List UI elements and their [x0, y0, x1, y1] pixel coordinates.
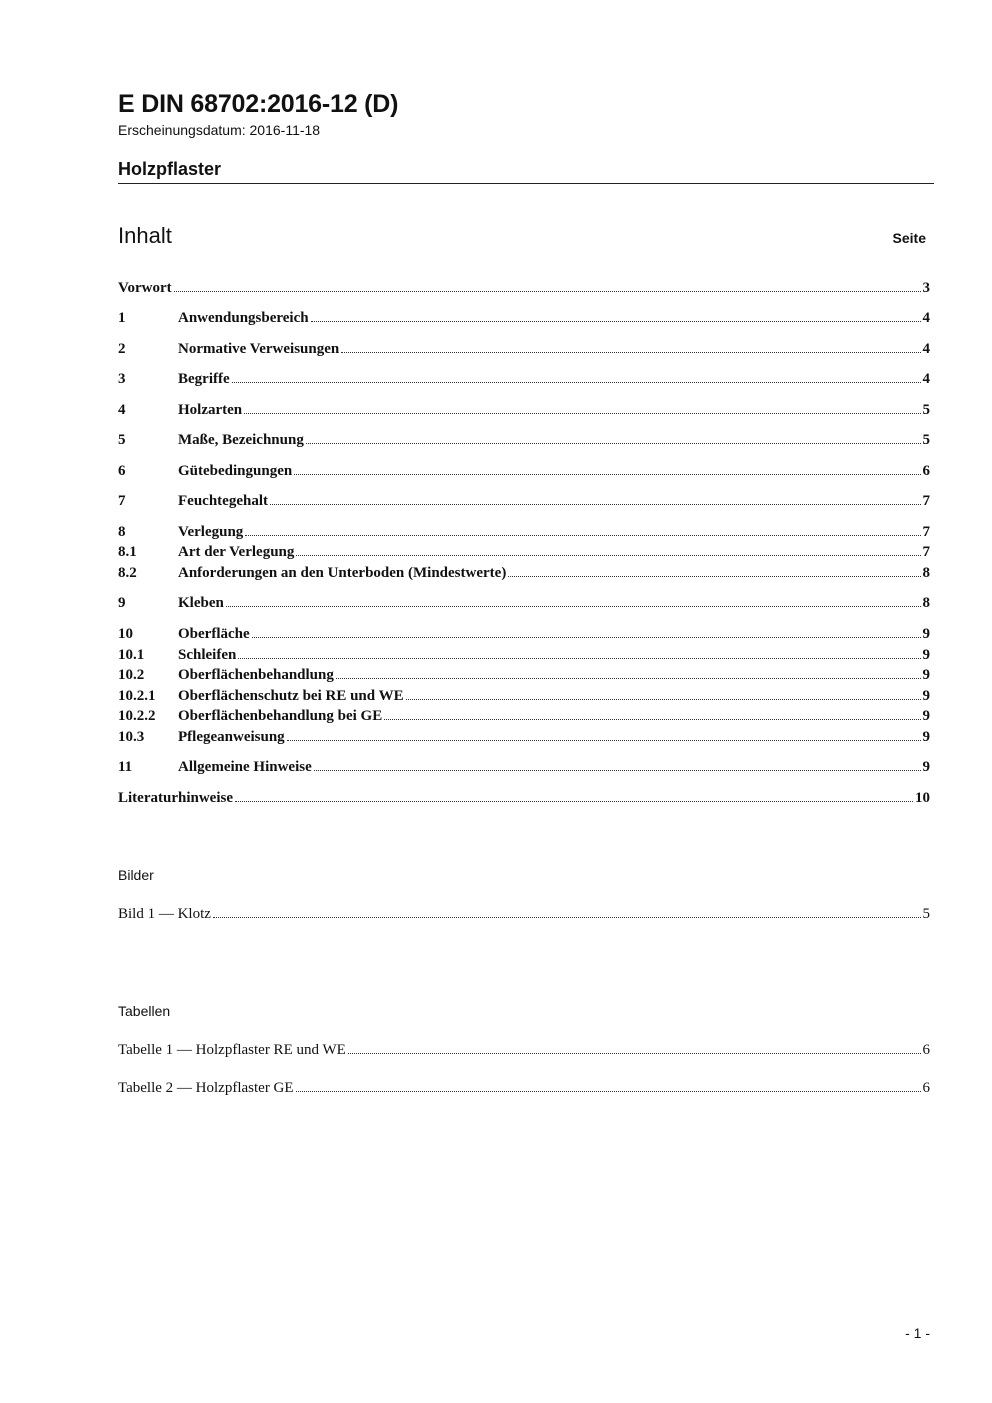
toc-entry-number: 4 — [118, 402, 126, 418]
toc-entry-page: 9 — [922, 647, 930, 663]
release-date: Erscheinungsdatum: 2016-11-18 — [118, 122, 321, 138]
table-entry-page: 6 — [922, 1080, 930, 1096]
table-entry-page: 6 — [922, 1042, 930, 1058]
toc-entry[interactable] — [118, 463, 930, 480]
toc-leader — [294, 473, 920, 475]
toc-leader — [348, 1052, 921, 1054]
toc-leader — [238, 657, 920, 659]
toc-entry[interactable] — [118, 544, 930, 561]
toc-leader — [270, 503, 921, 505]
tables-list — [118, 1042, 930, 1097]
toc-entry-page: 8 — [922, 595, 930, 611]
toc-entry-page: 7 — [922, 524, 930, 540]
toc-entry-label: Oberflächenbehandlung bei GE — [178, 708, 383, 724]
toc-entry[interactable] — [118, 790, 930, 807]
toc-entry-label: Gütebedingungen — [178, 463, 293, 479]
toc-leader — [341, 351, 920, 353]
toc-entry-number: 2 — [118, 341, 126, 357]
toc-entry-label: Art der Verlegung — [178, 544, 295, 560]
toc-entry[interactable] — [118, 280, 930, 297]
toc-leader — [174, 290, 921, 292]
toc-entry-page: 5 — [922, 402, 930, 418]
toc-entry[interactable] — [118, 341, 930, 358]
page-column-label: Seite — [892, 230, 926, 246]
toc-entry-page: 7 — [922, 544, 930, 560]
toc-entry[interactable] — [118, 402, 930, 419]
toc-entry-number: 10 — [118, 626, 133, 642]
toc-entry[interactable] — [118, 310, 930, 327]
table-entry[interactable] — [118, 1042, 930, 1059]
toc-entry[interactable] — [118, 729, 930, 746]
toc-entry[interactable] — [118, 565, 930, 582]
toc-entry-number: 11 — [118, 759, 133, 775]
figures-heading: Bilder — [118, 867, 154, 883]
toc-entry-label: Oberflächenschutz bei RE und WE — [178, 688, 404, 704]
page-number: - 1 - — [905, 1325, 930, 1341]
toc-leader — [314, 769, 921, 771]
toc-leader — [296, 1090, 921, 1092]
toc-leader — [306, 442, 921, 444]
toc-entry-number: 10.3 — [118, 729, 145, 745]
toc-entry-label: Allgemeine Hinweise — [178, 759, 312, 775]
toc-entry-page: 9 — [922, 729, 930, 745]
toc-entry-label: Vorwort — [118, 280, 172, 296]
figures-list — [118, 906, 930, 923]
toc-leader — [213, 916, 921, 918]
toc-entry[interactable] — [118, 759, 930, 776]
toc-entry[interactable] — [118, 647, 930, 664]
toc-entry-number: 3 — [118, 371, 126, 387]
table-entry-label: Tabelle 1 — Holzpflaster RE und WE — [118, 1042, 346, 1058]
toc-entry[interactable] — [118, 371, 930, 388]
toc-entry-label: Anforderungen an den Unterboden (Mindestwerte) — [178, 565, 507, 581]
table-entry[interactable] — [118, 1080, 930, 1097]
figure-entry-label: Bild 1 — Klotz — [118, 906, 211, 922]
toc-entry-page: 4 — [922, 341, 930, 357]
toc-leader — [406, 698, 921, 700]
toc-entry-number: 5 — [118, 432, 126, 448]
toc-entry[interactable] — [118, 708, 930, 725]
toc-leader — [296, 554, 920, 556]
document-title: Holzpflaster — [118, 159, 222, 179]
toc-entry-page: 6 — [922, 463, 930, 479]
toc-leader — [287, 739, 921, 741]
toc-entry-page: 10 — [915, 790, 930, 806]
toc-entry-label: Holzarten — [178, 402, 243, 418]
toc-entry-label: Normative Verweisungen — [178, 341, 340, 357]
toc-entry-label: Feuchtegehalt — [178, 493, 268, 509]
figure-entry-page: 5 — [922, 906, 930, 922]
toc-leader — [508, 575, 920, 577]
toc-entry-label: Verlegung — [178, 524, 244, 540]
toc-entry[interactable] — [118, 688, 930, 705]
toc-entry[interactable] — [118, 524, 930, 541]
toc-entry[interactable] — [118, 626, 930, 643]
toc-leader — [311, 320, 921, 322]
toc-entry-number: 8 — [118, 524, 126, 540]
toc-entry-label: Schleifen — [178, 647, 237, 663]
figure-entry[interactable] — [118, 906, 930, 923]
toc-entry-number: 10.1 — [118, 647, 145, 663]
toc-entry-number: 6 — [118, 463, 126, 479]
toc-entry-number: 9 — [118, 595, 126, 611]
toc-entry-label: Maße, Bezeichnung — [178, 432, 304, 448]
toc-entry-label: Pflegeanweisung — [178, 729, 285, 745]
title-rule — [118, 183, 934, 184]
toc-heading: Inhalt — [118, 223, 172, 248]
toc-entry[interactable] — [118, 432, 930, 449]
toc-entry-number: 10.2 — [118, 667, 145, 683]
toc-entry-label: Literaturhinweise — [118, 790, 233, 806]
toc-entry-label: Begriffe — [178, 371, 230, 387]
toc-entry-page: 4 — [922, 371, 930, 387]
toc-entry-label: Oberflächenbehandlung — [178, 667, 334, 683]
toc-entry-number: 7 — [118, 493, 126, 509]
toc-leader — [226, 605, 921, 607]
toc-entry-label: Anwendungsbereich — [178, 310, 309, 326]
toc-entry-label: Kleben — [178, 595, 224, 611]
toc-entry-page: 8 — [922, 565, 930, 581]
toc-entry-number: 10.2.2 — [118, 708, 156, 724]
toc-entry-page: 9 — [922, 626, 930, 642]
toc-entry-page: 9 — [922, 667, 930, 683]
toc-entry-number: 10.2.1 — [118, 688, 156, 704]
toc-leader — [235, 800, 913, 802]
table-entry-label: Tabelle 2 — Holzpflaster GE — [118, 1080, 294, 1096]
toc-entry-page: 9 — [922, 708, 930, 724]
toc-leader — [245, 534, 920, 536]
toc-entry-label: Oberfläche — [178, 626, 250, 642]
toc-entry[interactable] — [118, 667, 930, 684]
toc-entry-number: 8.1 — [118, 544, 137, 560]
toc-leader — [336, 677, 921, 679]
toc-entry-page: 3 — [922, 280, 930, 296]
toc-entry-number: 8.2 — [118, 565, 137, 581]
toc-entry-page: 9 — [922, 759, 930, 775]
toc-leader — [384, 718, 920, 720]
toc-entry[interactable] — [118, 493, 930, 510]
toc-leader — [252, 636, 921, 638]
toc-entry-page: 4 — [922, 310, 930, 326]
toc-leader — [244, 412, 920, 414]
toc-entry-number: 1 — [118, 310, 126, 326]
toc-entry-page: 5 — [922, 432, 930, 448]
document-id: E DIN 68702:2016-12 (D) — [118, 90, 399, 118]
toc-leader — [232, 381, 921, 383]
toc-entry-page: 9 — [922, 688, 930, 704]
toc-entry-page: 7 — [922, 493, 930, 509]
tables-heading: Tabellen — [118, 1003, 171, 1019]
toc-entry[interactable] — [118, 595, 930, 612]
